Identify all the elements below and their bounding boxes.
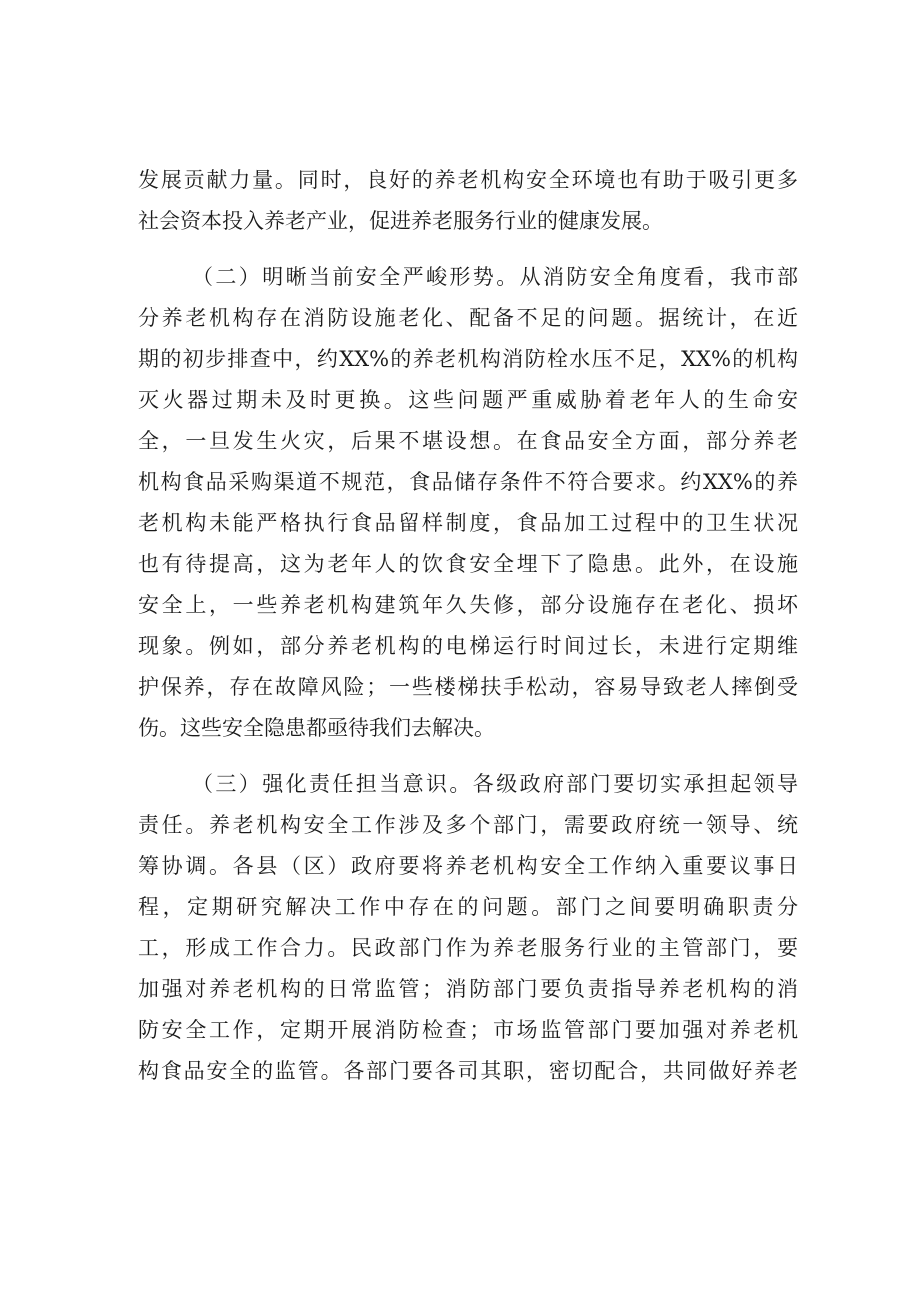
paragraph-line: 分养老机构存在消防设施老化、配备不足的问题。据统计，在近 (138, 306, 798, 330)
paragraph-line: 护保养，存在故障风险；一些楼梯扶手松动，容易导致老人摔倒受 (138, 675, 798, 699)
paragraph-line: 加强对养老机构的日常监管；消防部门要负责指导养老机构的消 (138, 977, 798, 1001)
paragraph-line: （三）强化责任担当意识。各级政府部门要切实承担起领导 (192, 772, 798, 796)
paragraph-line: 期的初步排查中，约XX%的养老机构消防栓水压不足，XX%的机构 (138, 347, 798, 371)
paragraph-line: 机构食品采购渠道不规范，食品储存条件不符合要求。约XX%的养 (138, 470, 798, 494)
paragraph-line: 防安全工作，定期开展消防检查；市场监管部门要加强对养老机 (138, 1018, 798, 1042)
paragraph-line: 现象。例如，部分养老机构的电梯运行时间过长，未进行定期维 (138, 634, 798, 658)
paragraph-line: （二）明晰当前安全严峻形势。从消防安全角度看，我市部 (192, 265, 798, 289)
paragraph-line: 构食品安全的监管。各部门要各司其职，密切配合，共同做好养老 (138, 1059, 798, 1083)
paragraph-line: 责任。养老机构安全工作涉及多个部门，需要政府统一领导、统 (138, 813, 798, 837)
paragraph-line: 伤。这些安全隐患都亟待我们去解决。 (138, 716, 495, 740)
paragraph-line: 老机构未能严格执行食品留样制度，食品加工过程中的卫生状况 (138, 511, 798, 535)
paragraph-line: 工，形成工作合力。民政部门作为养老服务行业的主管部门，要 (138, 936, 798, 960)
paragraph-line: 筹协调。各县（区）政府要将养老机构安全工作纳入重要议事日 (138, 854, 798, 878)
paragraph-line: 社会资本投入养老产业，促进养老服务行业的健康发展。 (138, 209, 663, 233)
paragraph-line: 也有待提高，这为老年人的饮食安全埋下了隐患。此外，在设施 (138, 552, 798, 576)
paragraph-line: 灭火器过期未及时更换。这些问题严重威胁着老年人的生命安 (138, 388, 798, 412)
paragraph-line: 发展贡献力量。同时，良好的养老机构安全环境也有助于吸引更多 (138, 168, 798, 192)
paragraph-line: 全，一旦发生火灾，后果不堪设想。在食品安全方面，部分养老 (138, 429, 798, 453)
paragraph-line: 程，定期研究解决工作中存在的问题。部门之间要明确职责分 (138, 895, 798, 919)
paragraph-line: 安全上，一些养老机构建筑年久失修，部分设施存在老化、损坏 (138, 593, 798, 617)
